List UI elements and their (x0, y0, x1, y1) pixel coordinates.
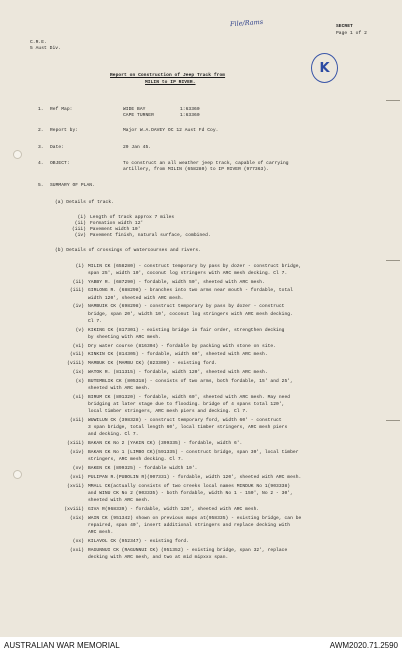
crossing-number: (xix) (69, 515, 84, 521)
field-number: 3. (38, 145, 44, 150)
crossing-number: (iv) (72, 304, 84, 310)
crossing-number: (ix) (72, 370, 84, 375)
crossing-text: Dry water course (816304) - fordable by packing with stone on site. (88, 343, 277, 349)
item-text: Pavement width 10' (90, 227, 141, 232)
subsection-heading: (b) Details of crossings of watercourses and rivers. (55, 248, 201, 253)
crossing-text: BAKEN CK (899325) - fordable width 10'. (88, 466, 198, 471)
crossing-text: decking with ARC mesh, and two at mid mipxxx span. (88, 554, 229, 560)
crossing-text: WAIN CK (951342) shown on previous maps at(958335) - existing bridge, can be (88, 515, 302, 521)
crossing-text: bridge, span 20', width 10', coconut log stringers with ARC mesh decking. (88, 311, 293, 317)
crossing-text: and decking. Cl 7. (88, 432, 139, 438)
crossing-text: MAMBUK CK (MAMBU CK) (823309) - existing ford. (88, 361, 218, 367)
crossing-number: (xviii) (64, 506, 84, 512)
crossing-number: (xx) (72, 538, 84, 544)
field-value: 29 Jan 45. (123, 145, 152, 150)
page-edge-line (386, 100, 400, 101)
crossing-text: span 25', width 10', coconut log stringers with ARC mesh decking. Cl 7. (88, 270, 288, 276)
crossing-text: sheeted with ARC mesh. (88, 498, 150, 503)
crossing-text: repaired, span 40', insert additional stringers and replace decking with (88, 522, 291, 528)
crossing-text: BIRUM CK (801320) - fordable, width 60', sheeted with ARC mesh. May need (88, 394, 291, 400)
crossing-number: (xv) (72, 466, 84, 471)
crossing-number: (vii) (69, 352, 84, 358)
crossing-text: GIRLONG R. (688298) - branches into two arms near mouth - fordable, total (88, 288, 293, 294)
crossing-text: by sheeting with ARC mesh. (88, 334, 161, 340)
crossing-text: sheeted with ARC mesh. (88, 386, 150, 391)
crossing-number: (xxi) (69, 547, 84, 553)
field-label: Report by: (50, 128, 79, 133)
item-number: (ii) (74, 221, 86, 226)
classification-label: SECRET (336, 24, 353, 29)
crossing-text: PULIPAN R.(PUBOLIN R)(907331) - fordable, width 120', sheeted with ARC mesh. (88, 474, 302, 480)
crossing-text: ARC mesh. (88, 530, 114, 535)
page-number: Page 1 of 2 (336, 31, 367, 36)
crossing-text: WATOK R. (811315) - fordable, width 120', sheeted with ARC mesh. (88, 370, 268, 375)
crossing-text: KILAVOL CK (952347) - existing ford. (88, 538, 190, 544)
crossing-text: MILIN CK (658280) - construct temporary by pass by dozer - construct bridge, (88, 263, 302, 269)
crossing-text: width 120', sheeted with ARC mesh. (88, 295, 184, 301)
crossing-number: (viii) (67, 361, 84, 367)
report-title: Report on Construction of Jeep Track from (110, 73, 226, 78)
field-extra: 1:63360 (180, 113, 200, 118)
crossing-number: (xiii) (67, 441, 84, 447)
item-text: Length of track approx 7 miles (90, 215, 175, 220)
crossing-number: (xii) (69, 418, 84, 423)
field-label: OBJECT: (50, 161, 70, 166)
object-text: artillery, from MILIN (658280) to IP RIVER (977363). (123, 167, 269, 172)
crossing-text: MMALL CK(actually consists of two creeks local names MINDUK No 1(903338) (88, 483, 291, 489)
crossing-number: (xvii) (67, 483, 84, 489)
field-number: 5. (38, 183, 44, 188)
crossing-text: WUWILUN CK (398328) - construct temporary ford, width 60' - construct (88, 418, 282, 423)
crossing-text: and WINU CK No 2 (903335) - both fordable, width No 1 - 150', No 2 - 30', (88, 490, 293, 496)
page-edge-line (386, 260, 400, 261)
crossing-number: (xiv) (69, 450, 84, 455)
crossing-text: 3 span bridge, total length 60', local timber stringers, ARC mesh piers (88, 425, 288, 431)
field-number: 4. (38, 161, 44, 166)
report-title-2: MILIN to IP RIVER. (145, 80, 196, 85)
archive-footer (0, 637, 402, 653)
item-text: Pavement finish, natural surface, combined. (90, 233, 211, 238)
crossing-text: RAGUNNUI CK (RAGUNNUI CK) (951352) - existing bridge, span 32', replace (88, 547, 288, 553)
field-label: Ref Map: (50, 107, 73, 112)
crossing-number: (ii) (72, 279, 84, 285)
crossing-number: (v) (75, 327, 84, 333)
crossing-number: (iii) (69, 288, 84, 294)
circled-letter-stamp: K (311, 53, 338, 83)
item-number: (i) (77, 215, 86, 220)
crossing-text: YABBY R. (687290) - fordable, width 50', sheeted with ARC mesh. (88, 279, 265, 285)
footer-accession-number: AWM2020.71.2590 (329, 640, 398, 650)
field-value: WIDE BAY (123, 107, 146, 112)
field-value: Major W.A.DAVEY OC 12 Aust Fd Coy. (123, 128, 219, 133)
field-number: 1. (38, 107, 44, 112)
item-number: (iii) (71, 227, 86, 232)
field-number: 2. (38, 128, 44, 133)
field-value: CAPE TURNER (123, 113, 154, 118)
crossing-text: Cl 7. (88, 318, 103, 324)
subsection-heading: (a) Details of track. (55, 200, 114, 205)
crossing-text: stringers, ARC mesh decking. Cl 7. (88, 457, 184, 463)
crossing-text: BAKAN CK No 2 (YAKIN CK) (399335) - fordable, width 6'. (88, 441, 243, 447)
crossing-text: KIKING CK (817301) - existing bridge in fair order, strengthen decking (88, 327, 285, 333)
crossing-text: BAKAN CK No 1 (LIMBO CK)(591335) - construct bridge, span 30', local timber (88, 450, 299, 455)
item-number: (iv) (74, 233, 86, 238)
crossing-number: (xi) (72, 394, 84, 400)
crossing-number: (xvi) (69, 474, 84, 480)
handwritten-file-note: File/Rams (229, 17, 264, 29)
section-heading: SUMMARY OF PLAN. (50, 183, 95, 188)
crossing-text: bridging at later stage due to flooding. bridge of 4 spans total 120', (88, 402, 285, 407)
crossing-text: local timber stringers, ARC mesh piers and decking. Cl 7. (88, 409, 248, 415)
field-extra: 1:63360 (180, 107, 200, 112)
item-text: Formation width 12' (90, 221, 144, 226)
crossing-text: GIVA R(968339) - fordable, width 120', sheeted with ARC mesh. (88, 506, 260, 512)
punch-hole (13, 150, 22, 159)
crossing-number: (i) (75, 263, 84, 269)
from-line-2: 5 Aust Div. (30, 46, 61, 51)
object-text: To construct an all weather jeep track, capable of carrying (123, 161, 289, 166)
crossing-number: (vi) (72, 343, 84, 349)
crossing-text: KINKIN CK (814305) - fordable, width 60', sheeted with ARC mesh. (88, 352, 268, 358)
crossing-text: NAMBUIK CK (698298) - construct temporary by pass by dozer - construct (88, 304, 285, 310)
from-line-1: C.R.E. (30, 40, 47, 45)
crossing-number: (x) (75, 378, 84, 384)
page-edge-line (386, 420, 400, 421)
punch-hole (13, 470, 22, 479)
footer-institution: AUSTRALIAN WAR MEMORIAL (4, 640, 120, 650)
field-label: Date: (50, 145, 65, 150)
crossing-text: BUTEMBLIK CK (805318) - consists of two arms, both fordable, 15' and 25', (88, 378, 293, 384)
